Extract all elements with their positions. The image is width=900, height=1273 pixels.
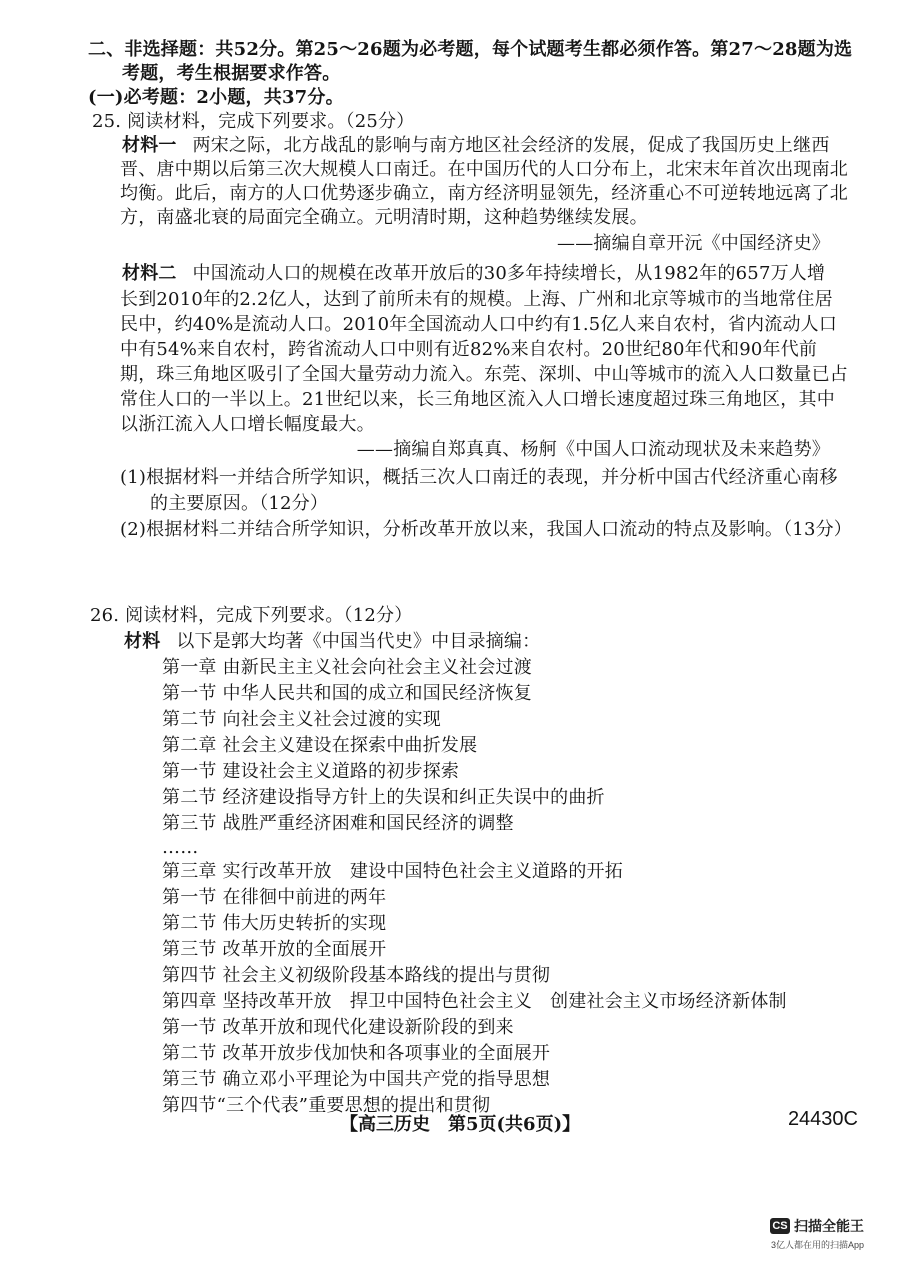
toc-entry: 第三节 改革开放的全面展开 (162, 939, 387, 960)
material2-line: 长到2010年的2.2亿人，达到了前所未有的规模。上海、广州和北京等城市的当地常住居 (120, 289, 833, 310)
scanner-tagline: 3亿人都在用的扫描App (770, 1240, 864, 1250)
q25-material2-line1 (122, 262, 825, 286)
section-heading-line1: 二、非选择题：共52分。第25～26题为必考题，每个试题考生都必须作答。第27～28题为选 (88, 39, 853, 60)
toc-entry: 第二节 经济建设指导方针上的失误和纠正失误中的曲折 (162, 787, 605, 808)
toc-entry: 第三章 实行改革开放 建设中国特色社会主义道路的开拓 (162, 861, 623, 882)
q26-material-intro (124, 630, 540, 654)
toc-entry: 第三节 确立邓小平理论为中国共产党的指导思想 (162, 1069, 551, 1090)
material1-source: ——摘编自章开沅《中国经济史》 (557, 233, 830, 254)
toc-entry: 第一节 中华人民共和国的成立和国民经济恢复 (162, 683, 532, 704)
q26-stem: 26. 阅读材料，完成下列要求。（12分） (90, 605, 413, 626)
toc-entry: 第二节 改革开放步伐加快和各项事业的全面展开 (162, 1043, 551, 1064)
toc-entry: 第二节 向社会主义社会过渡的实现 (162, 709, 441, 730)
scanner-app-name: 扫描全能王 (794, 1218, 864, 1234)
q25-stem: 25. 阅读材料，完成下列要求。（25分） (92, 111, 415, 132)
material2-line: 以浙江流入人口增长幅度最大。 (120, 414, 375, 435)
page-footer: 【高三历史 第5页(共6页)】 (340, 1114, 581, 1135)
q25-part1-line2: 的主要原因。（12分） (150, 493, 329, 514)
scanner-watermark (770, 1216, 864, 1251)
toc-entry: 第二节 伟大历史转折的实现 (162, 913, 387, 934)
toc-entry: 第一节 建设社会主义道路的初步探索 (162, 761, 460, 782)
q26-material-label: 材料 (124, 631, 161, 652)
material1-line: 方，南盛北衰的局面完全确立。元明清时期，这种趋势继续发展。 (120, 207, 648, 228)
toc-entry: 第四章 坚持改革开放 捍卫中国特色社会主义 创建社会主义市场经济新体制 (162, 991, 787, 1012)
material1-label: 材料一 (122, 135, 177, 156)
q25-part2: (2)根据材料二并结合所学知识，分析改革开放以来，我国人口流动的特点及影响。（13分） (120, 519, 852, 540)
material2-line: 中有54%来自农村，跨省流动人口中则有近82%来自农村。20世纪80年代和90年代前 (120, 339, 818, 360)
toc-entry: 第三节 战胜严重经济困难和国民经济的调整 (162, 813, 514, 834)
toc-entry: 第一节 在徘徊中前进的两年 (162, 887, 387, 908)
toc-entry: 第四节 社会主义初级阶段基本路线的提出与贯彻 (162, 965, 551, 986)
toc-entry: 第四节“三个代表”重要思想的提出和贯彻 (162, 1095, 491, 1116)
toc-entry: 第一章 由新民主主义社会向社会主义社会过渡 (162, 657, 532, 678)
material2-line: 期，珠三角地区吸引了全国大量劳动力流入。东莞、深圳、中山等城市的流入人口数量已占 (120, 364, 848, 385)
material2-line: 民中，约40%是流动人口。2010年全国流动人口中约有1.5亿人来自农村，省内流动人口 (120, 314, 838, 335)
toc-entry: 第一节 改革开放和现代化建设新阶段的到来 (162, 1017, 514, 1038)
material1-text: 两宋之际，北方战乱的影响与南方地区社会经济的发展，促成了我国历史上继西 (192, 135, 830, 156)
material1-line: 晋、唐中期以后第三次大规模人口南迁。在中国历代的人口分布上，北宋末年首次出现南北 (120, 159, 848, 180)
material2-text: 中国流动人口的规模在改革开放后的30多年持续增长，从1982年的657万人增 (192, 263, 826, 284)
part-label: (一)必考题：2小题，共37分。 (88, 87, 344, 108)
toc-ellipsis: …… (162, 837, 199, 858)
section-heading-line2: 考题，考生根据要求作答。 (122, 63, 341, 84)
material2-label: 材料二 (122, 263, 177, 284)
exam-code: 24430C (787, 1108, 858, 1130)
q25-part1-line1: (1)根据材料一并结合所学知识，概括三次人口南迁的表现，并分析中国古代经济重心南移 (120, 467, 838, 488)
material2-line: 常住人口的一半以上。21世纪以来，长三角地区流入人口增长速度超过珠三角地区，其中 (120, 389, 835, 410)
q25-material1-line1 (122, 134, 830, 158)
q26-material-text: 以下是郭大均著《中国当代史》中目录摘编： (176, 631, 541, 652)
material2-source: ——摘编自郑真真、杨舸《中国人口流动现状及未来趋势》 (356, 439, 830, 460)
material1-line: 均衡。此后，南方的人口优势逐步确立，南方经济明显领先，经济重心不可逆转地远离了北 (120, 183, 848, 204)
toc-entry: 第二章 社会主义建设在探索中曲折发展 (162, 735, 478, 756)
camscanner-logo-icon: CS (770, 1218, 790, 1234)
